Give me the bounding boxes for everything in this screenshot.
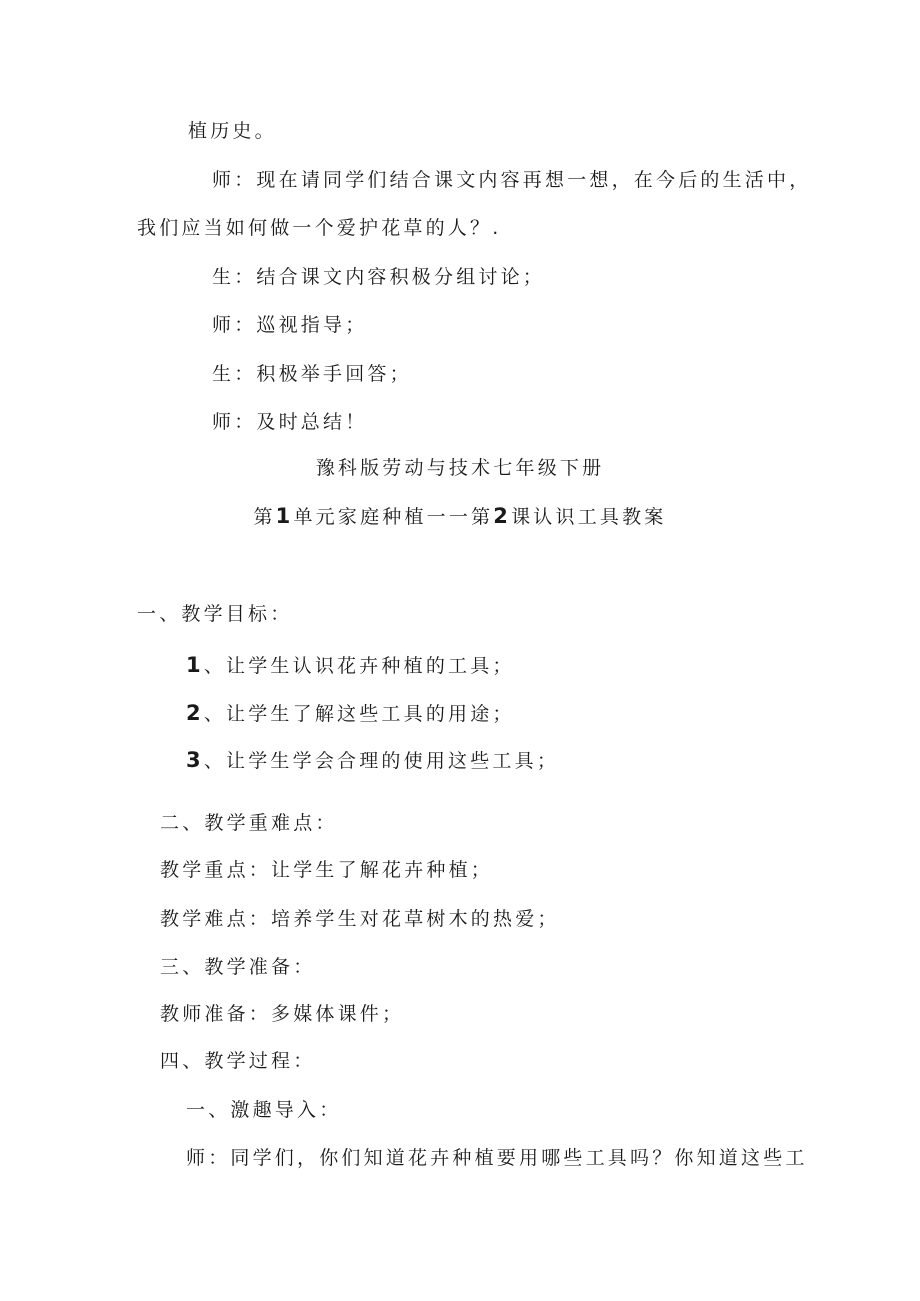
objective-item [186,700,515,727]
section-heading-objectives: 一、教学目标： [137,603,293,625]
item-number: 3 [186,748,204,772]
student-answer: 生：积极举手回答； [212,363,412,385]
student-discussion: 生：结合课文内容积极分组讨论； [212,266,546,288]
document-subtitle: 豫科版劳动与技术七年级下册 [315,457,605,479]
item-number: 1 [186,653,204,677]
section-heading-process: 四、教学过程： [160,1050,316,1072]
section-heading-key-points: 二、教学重难点： [160,812,338,834]
lesson-number: 2 [493,504,512,528]
teacher-summary: 师：及时总结！ [212,411,368,433]
item-text: 、让学生认识花卉种植的工具； [203,655,515,677]
title-part: 课认识工具教案 [511,506,667,528]
section-heading-preparation: 三、教学准备： [160,956,316,978]
paragraph-continuation: 植历史。 [188,120,277,142]
title-part: 单元家庭种植一一第 [293,506,494,528]
objective-item [186,652,515,679]
teacher-question-continued: 我们应当如何做一个爱护花草的人？. [137,217,502,239]
teaching-focus: 教学重点：让学生了解花卉种植； [160,859,494,881]
teacher-question: 师：现在请同学们结合课文内容再想一想，在今后的生活中， [212,169,812,191]
unit-number: 1 [275,504,294,528]
item-text: 、让学生了解这些工具的用途； [203,703,515,725]
document-title [0,503,920,530]
teacher-intro-question: 师：同学们，你们知道花卉种植要用哪些工具吗？你知道这些工 [186,1147,808,1169]
teacher-preparation: 教师准备：多媒体课件； [160,1003,405,1025]
teaching-difficulty: 教学难点：培养学生对花草树木的热爱； [160,908,560,930]
item-number: 2 [186,701,204,725]
title-part: 第 [253,506,276,528]
teacher-guidance: 师：巡视指导； [212,314,368,336]
item-text: 、让学生学会合理的使用这些工具； [203,750,560,772]
objective-item [186,747,559,774]
subsection-intro: 一、激趣导入： [186,1099,342,1121]
